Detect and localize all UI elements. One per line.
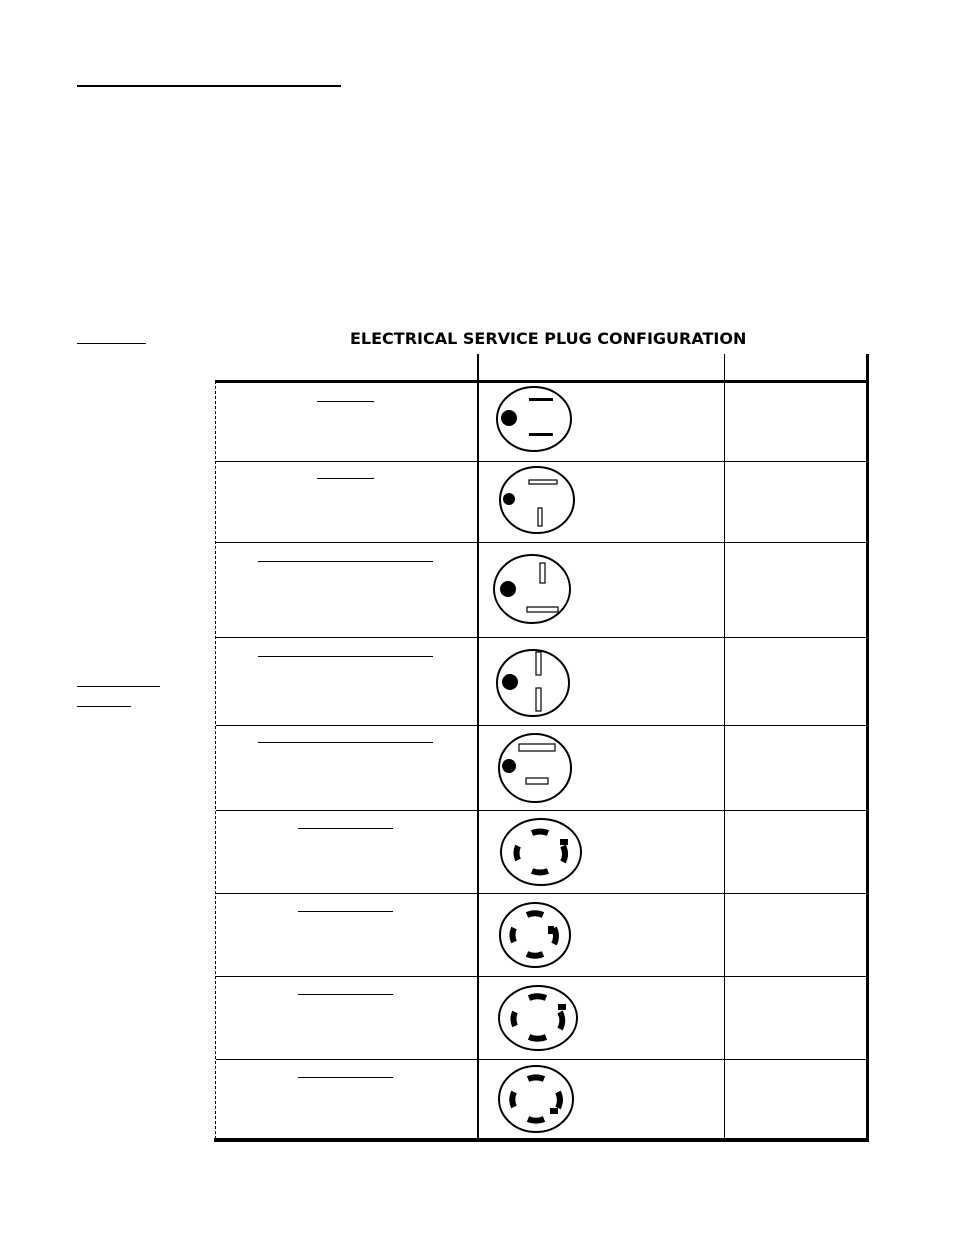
row-divider (216, 637, 867, 638)
row-label-underline (317, 478, 374, 479)
column-divider-1 (477, 381, 479, 1139)
table-left-border (215, 381, 216, 1139)
row-divider (216, 725, 867, 726)
table-right-border (866, 354, 869, 1142)
row-divider (216, 893, 867, 894)
row-label-underline (258, 656, 433, 657)
twist-lock-plug-icon (496, 983, 582, 1053)
table-top-border (215, 380, 869, 383)
twist-lock-plug-icon (498, 900, 574, 970)
row-divider (216, 461, 867, 462)
column-divider-2 (724, 381, 725, 1139)
header-divider-1 (477, 354, 479, 382)
twist-lock-plug-icon (499, 816, 585, 888)
row-divider (216, 542, 867, 543)
left-label-underline-2 (77, 686, 160, 687)
table-bottom-border (214, 1138, 869, 1142)
row-label-underline (258, 561, 433, 562)
row-label-underline (298, 911, 393, 912)
straight-blade-mixed-plug-icon (496, 464, 578, 538)
twist-lock-plug-icon (497, 1063, 577, 1135)
straight-blade-horizontal-plug-icon (496, 730, 576, 806)
row-label-underline (298, 994, 393, 995)
row-divider (216, 810, 867, 811)
straight-blade-vertical-plug-icon (494, 646, 574, 720)
row-label-underline (298, 1077, 393, 1078)
row-label-underline (317, 401, 374, 402)
straight-blade-horizontal-plug-icon (494, 384, 576, 456)
header-divider-2 (724, 354, 725, 382)
table-title: ELECTRICAL SERVICE PLUG CONFIGURATION (350, 329, 747, 348)
row-label-underline (298, 828, 393, 829)
section-heading-underline (77, 85, 341, 87)
row-divider (216, 976, 867, 977)
row-divider (216, 1059, 867, 1060)
straight-blade-mixed-plug-icon (492, 551, 574, 627)
row-label-underline (258, 742, 433, 743)
left-label-underline-1 (77, 343, 146, 344)
left-label-underline-3 (77, 706, 131, 707)
